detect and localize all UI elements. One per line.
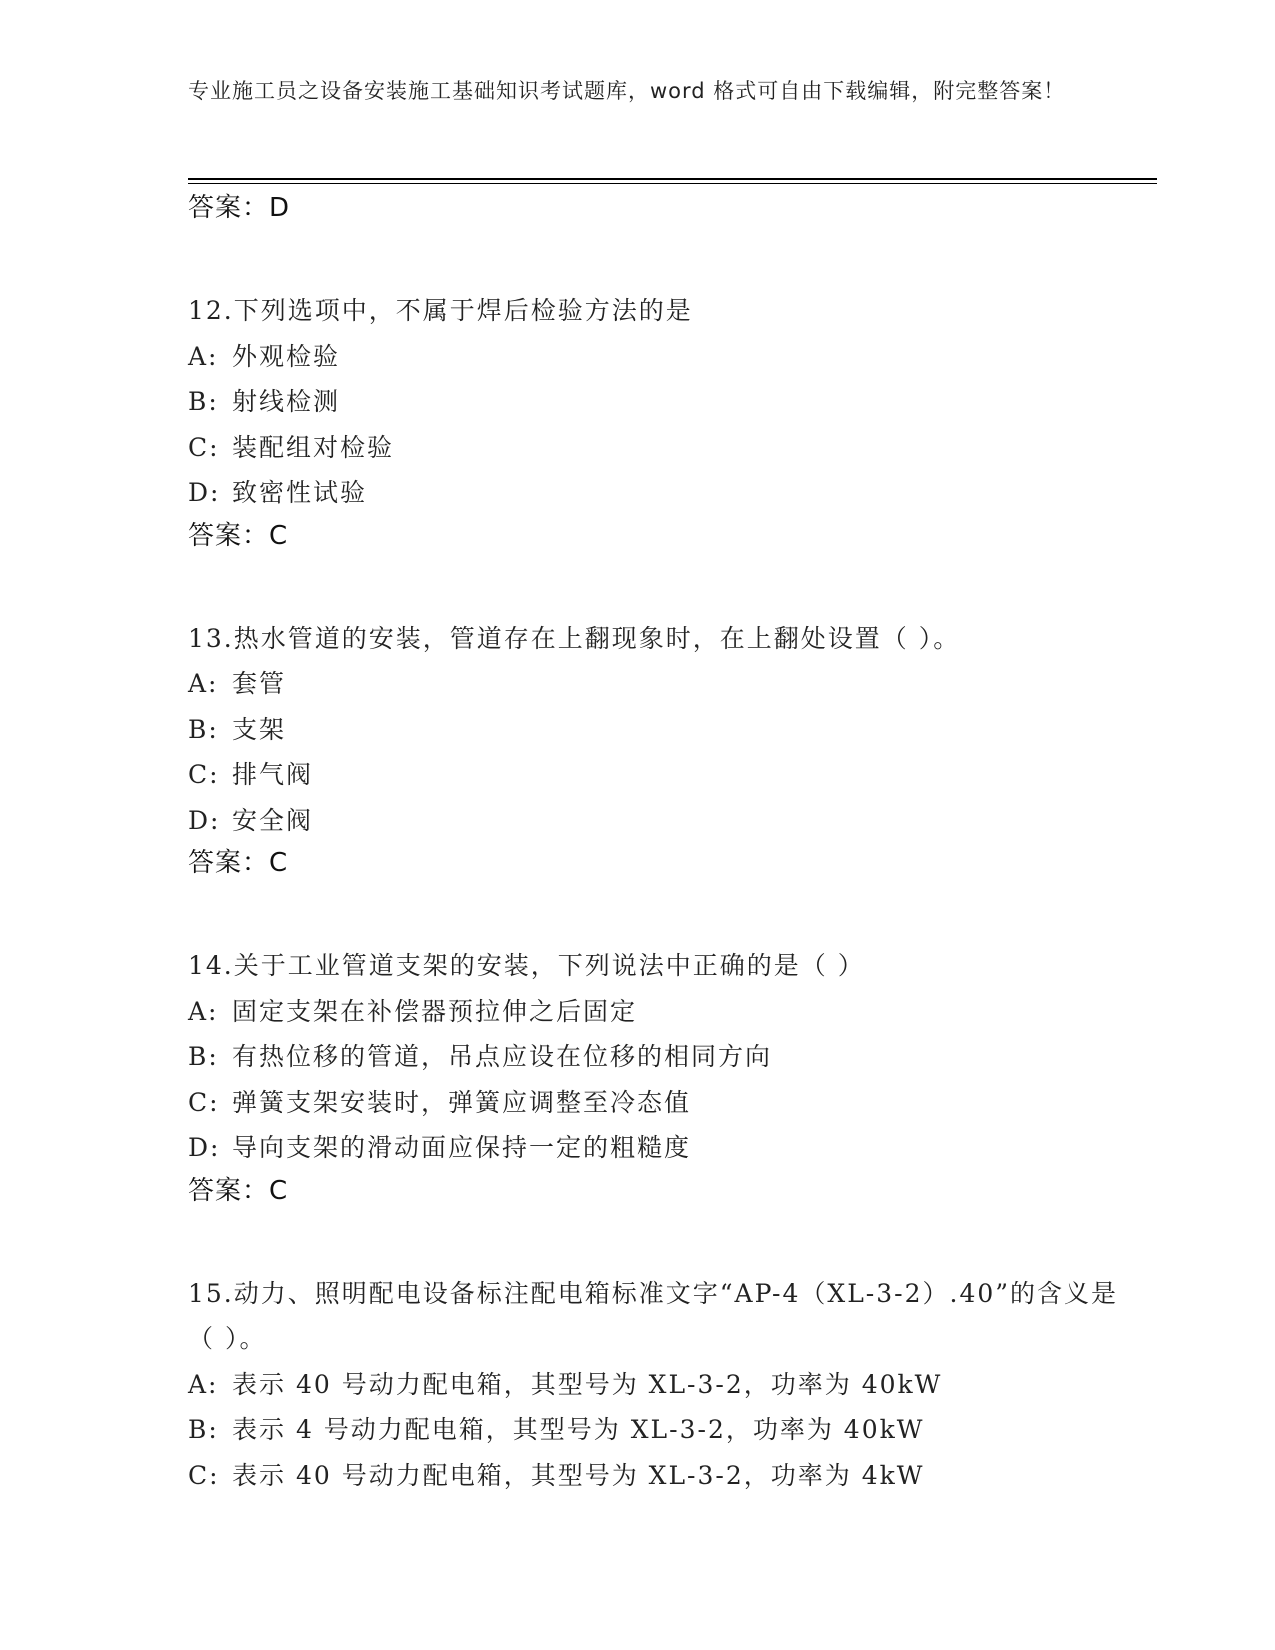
option-d [188,798,1128,844]
option-text: 弹簧支架安装时，弹簧应调整至冷态值 [232,1087,692,1117]
option-label: D: [188,1133,221,1162]
option-a [188,1362,1128,1408]
option-label: A: [188,341,219,371]
question-text: 12.下列选项中，不属于焊后检验方法的是 [188,296,693,325]
option-text: 套管 [232,669,287,698]
option-text: 装配组对检验 [232,432,395,462]
option-d [188,1125,1128,1171]
option-text: 安全阀 [232,805,314,835]
option-text: 固定支架在补偿器预拉伸之后固定 [232,996,638,1026]
question-text: 13.热水管道的安装，管道存在上翻现象时，在上翻处设置（ ）。 [188,623,961,653]
answer-line: 答案：C [188,1175,289,1206]
option-text: 表示 40 号动力配电箱，其型号为 XL-3-2，功率为 4kW [232,1460,925,1490]
option-label: B: [188,714,219,744]
option-label: D: [188,805,221,835]
question-15 [188,1271,1128,1499]
option-b [188,707,1128,753]
option-b [188,1407,1128,1453]
option-text: 表示 40 号动力配电箱，其型号为 XL-3-2，功率为 40kW [232,1369,943,1399]
question-text: 15.动力、照明配电设备标注配电箱标准文字“AP-4（XL-3-2）.40”的含义是（ ）。 [188,1278,1119,1353]
option-c [188,752,1128,798]
option-label: B: [188,387,219,416]
option-c [188,1080,1128,1126]
option-label: D: [188,478,221,507]
option-text: 有热位移的管道，吊点应设在位移的相同方向 [232,1042,773,1071]
option-text: 射线检测 [232,387,341,416]
question-list [188,190,1128,1498]
option-label: C: [188,760,220,789]
option-text: 表示 4 号动力配电箱，其型号为 XL-3-2，功率为 40kW [232,1415,925,1444]
question-text: 14.关于工业管道支架的安装，下列说法中正确的是（ ） [188,951,865,980]
option-label: A: [188,1369,219,1399]
answer-line: 答案：D [188,193,291,223]
option-b [188,1034,1128,1080]
option-text: 外观检验 [232,341,341,371]
option-label: B: [188,1042,219,1071]
option-text: 导向支架的滑动面应保持一定的粗糙度 [232,1133,692,1162]
option-c [188,425,1128,471]
question-12 [188,288,1128,552]
option-label: C: [188,1087,220,1117]
option-a [188,989,1128,1035]
question-13 [188,616,1128,880]
answer-line: 答案：C [188,520,289,551]
option-text: 致密性试验 [232,478,368,507]
option-label: C: [188,432,220,462]
option-label: C: [188,1460,220,1490]
header-rule-thin [188,183,1157,184]
option-a [188,334,1128,380]
option-b [188,379,1128,425]
document-header: 专业施工员之设备安装施工基础知识考试题库，word 格式可自由下载编辑，附完整答案！ [188,79,1066,103]
option-text: 支架 [232,714,287,744]
answer-line: 答案：C [188,848,289,878]
option-label: B: [188,1415,219,1444]
option-a [188,661,1128,707]
option-label: A: [188,669,219,698]
option-c [188,1453,1128,1499]
option-text: 排气阀 [232,760,314,789]
question-14 [188,943,1128,1207]
option-label: A: [188,996,219,1026]
option-d [188,470,1128,516]
header-rule-thick [188,178,1157,180]
